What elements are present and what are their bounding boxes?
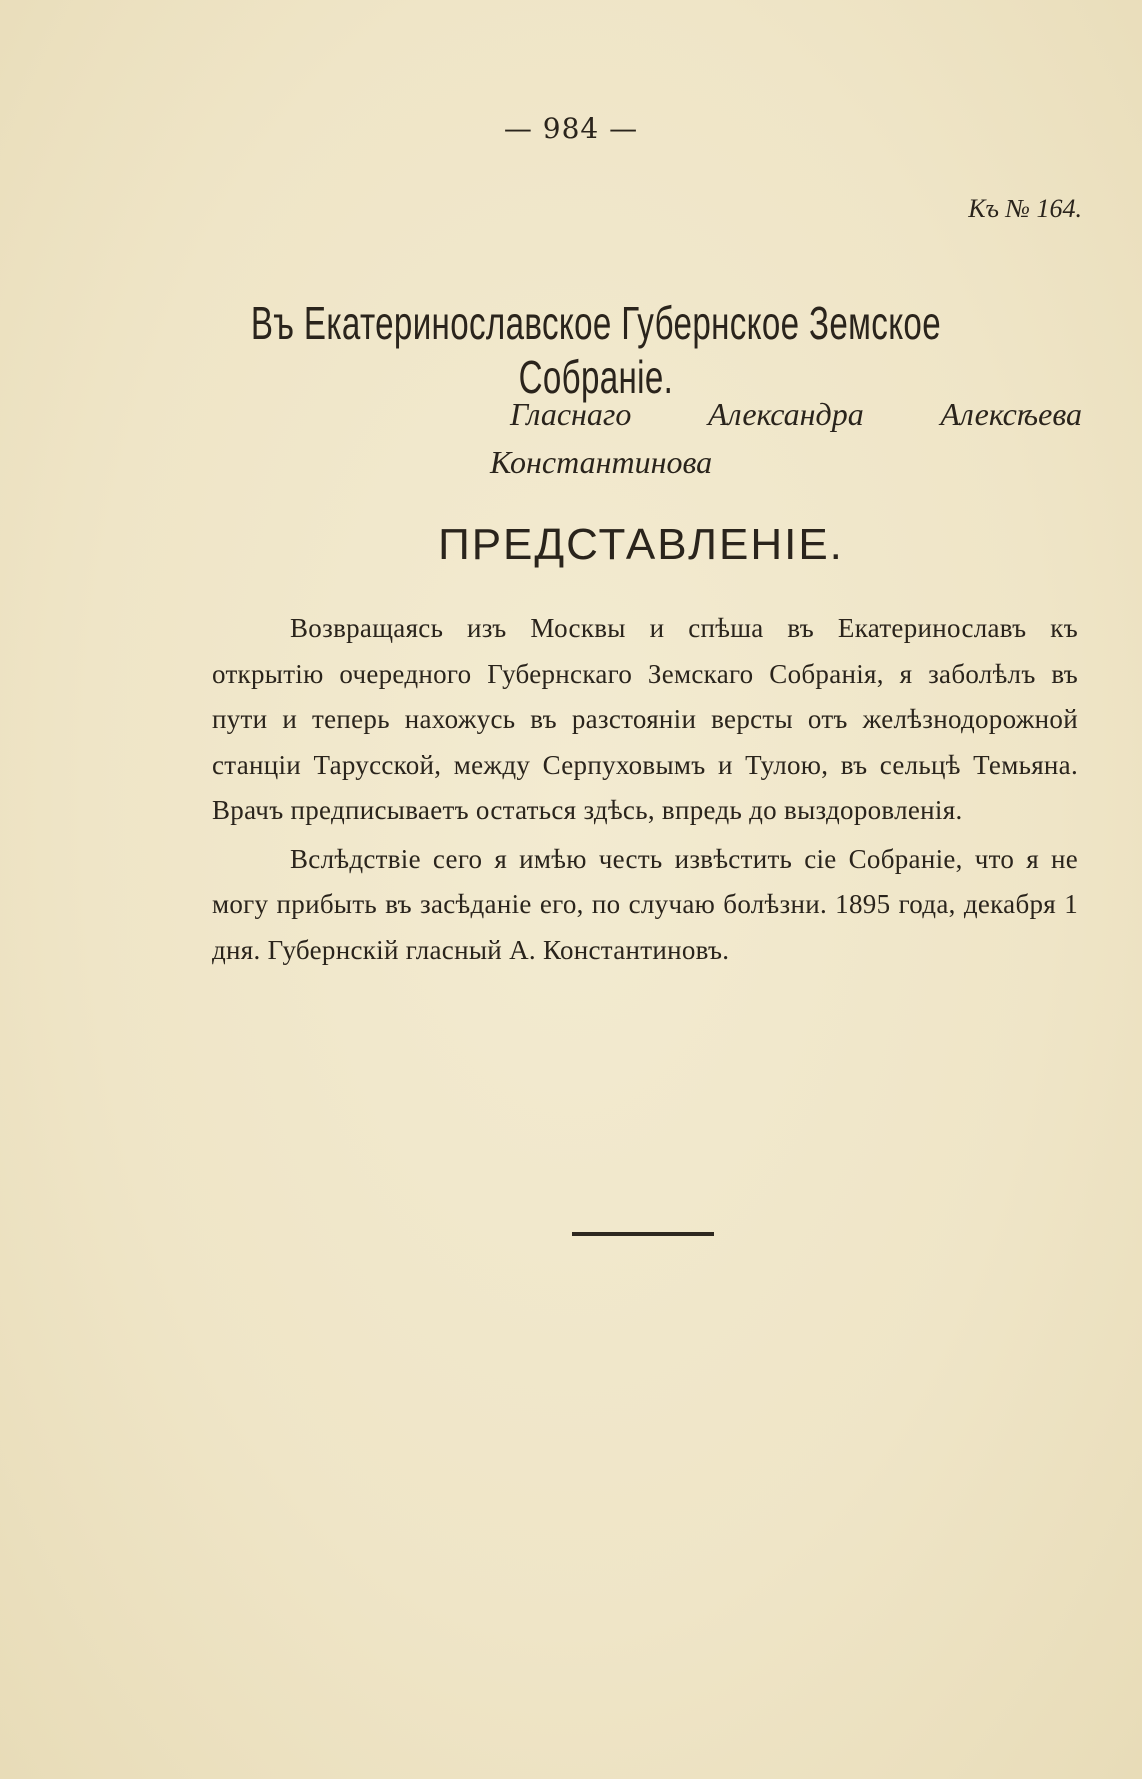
body-text [212,606,1078,973]
sender-line-2: Константинова [490,444,713,480]
page-number: — 984 — [503,112,639,145]
addressee-heading: Въ Екатеринославское Губернское Земское Собраніе. [250,297,942,403]
document-title: ПРЕДСТАВЛЕНІЕ. [438,520,844,569]
closing-rule [572,1232,714,1236]
sender-block [490,390,1082,486]
sender-word: Гласнаго [510,396,632,432]
sender-word: Алексѣева [940,396,1082,432]
sender-line-1 [510,390,1082,438]
reference-number: Къ № 164. [968,194,1082,223]
paragraph: Вслѣдствіе сего я имѣю честь извѣстить сіе Собраніе, что я не могу прибыть въ засѣданіе его, по случаю болѣзни. 1895 года, декабря 1 дня. Губернскій гласный А. Константиновъ. [212,843,1078,965]
sender-word: Александра [708,396,864,432]
paragraph: Возвращаясь изъ Москвы и спѣша въ Екатеринославъ къ открытію очередного Губернскаго Земскаго Собранія, я заболѣлъ въ пути и теперь нахожусь въ разстояніи версты отъ желѣзнодорожной станціи Тарусской, между Серпуховымъ и Тулою, въ сельцѣ Темьяна. Врачъ предписываетъ остаться здѣсь, впредь до выздоровленія. [212,613,1078,825]
